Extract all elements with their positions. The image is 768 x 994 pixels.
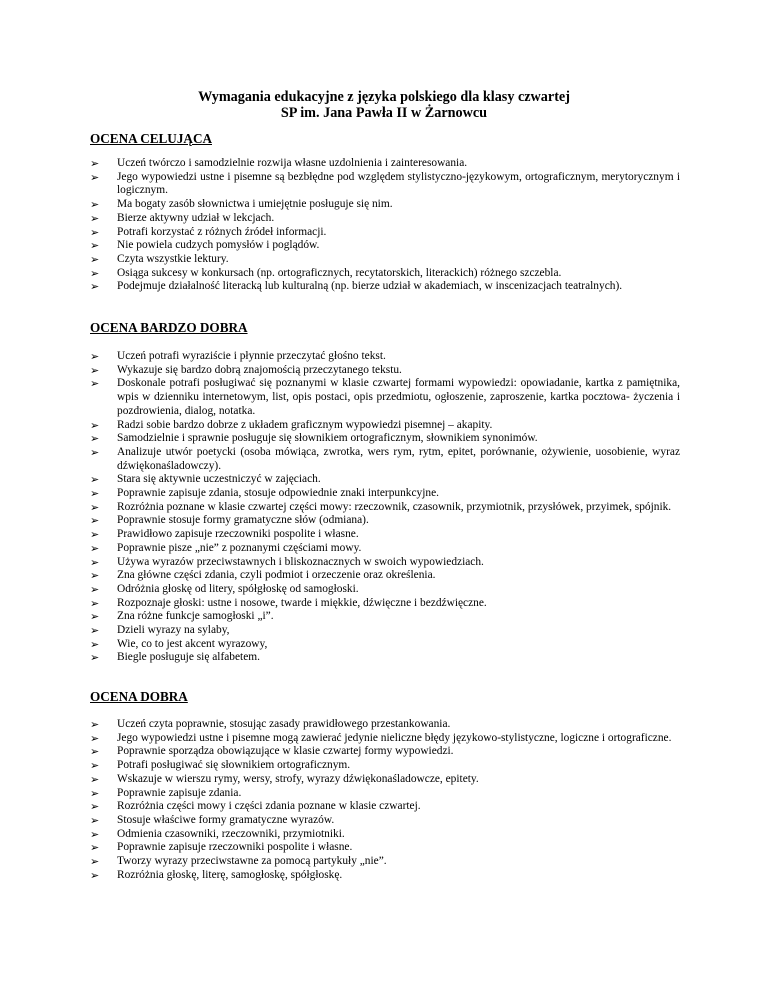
section-list-bardzo-dobra — [90, 350, 680, 665]
arrowhead-bullet-icon: ➢ — [90, 745, 100, 759]
list-item — [90, 226, 680, 240]
arrowhead-bullet-icon: ➢ — [90, 827, 100, 841]
arrowhead-bullet-icon: ➢ — [90, 868, 100, 882]
list-item-text: Poprawnie sporządza obowiązujące w klasie czwartej formy wypowiedzi. — [117, 745, 454, 758]
list-item — [90, 610, 680, 624]
list-item-text: Samodzielnie i sprawnie posługuje się słownikiem ortograficznym, słownikiem synonimów. — [117, 432, 538, 445]
arrowhead-bullet-icon: ➢ — [90, 473, 100, 487]
list-item-text: Poprawnie stosuje formy gramatyczne słów (odmiana). — [117, 514, 369, 527]
list-item-text: Rozróżnia poznane w klasie czwartej części mowy: rzeczownik, czasownik, przymiotnik, przysłówek, przyimek, spójnik. — [117, 500, 672, 513]
list-item — [90, 514, 680, 528]
list-item-text: Odmienia czasowniki, rzeczowniki, przymiotniki. — [117, 827, 345, 840]
arrowhead-bullet-icon: ➢ — [90, 596, 100, 610]
list-item — [90, 419, 680, 433]
arrowhead-bullet-icon: ➢ — [90, 772, 100, 786]
arrowhead-bullet-icon: ➢ — [90, 377, 100, 391]
list-item — [90, 745, 680, 759]
arrowhead-bullet-icon: ➢ — [90, 841, 100, 855]
list-item — [90, 732, 680, 746]
list-item — [90, 432, 680, 446]
list-item — [90, 718, 680, 732]
arrowhead-bullet-icon: ➢ — [90, 350, 100, 363]
arrowhead-bullet-icon: ➢ — [90, 225, 100, 239]
list-item-text: Wskazuje w wierszu rymy, wersy, strofy, wyrazy dźwiękonaśladowcze, epitety. — [117, 772, 479, 785]
list-item-text: Poprawnie zapisuje zdania, stosuje odpowiednie znaki interpunkcyjne. — [117, 487, 440, 500]
list-item-text: Wie, co to jest akcent wyrazowy, — [117, 637, 268, 650]
list-item — [90, 377, 680, 418]
arrowhead-bullet-icon: ➢ — [90, 637, 100, 651]
section-list-dobra — [90, 718, 680, 882]
list-item-text: Poprawnie pisze „nie” z poznanymi częściami mowy. — [117, 541, 362, 554]
arrowhead-bullet-icon: ➢ — [90, 445, 100, 459]
list-item — [90, 841, 680, 855]
arrowhead-bullet-icon: ➢ — [90, 170, 100, 184]
arrowhead-bullet-icon: ➢ — [90, 582, 100, 596]
arrowhead-bullet-icon: ➢ — [90, 786, 100, 800]
list-item — [90, 528, 680, 542]
list-item — [90, 773, 680, 787]
list-item — [90, 198, 680, 212]
list-item-text: Uczeń czyta poprawnie, stosując zasady prawidłowego przestankowania. — [117, 718, 451, 730]
list-item — [90, 446, 680, 473]
list-item — [90, 828, 680, 842]
list-item — [90, 253, 680, 267]
arrowhead-bullet-icon: ➢ — [90, 610, 100, 624]
list-item-text: Stara się aktywnie uczestniczyć w zajęciach. — [117, 473, 321, 486]
list-item-text: Podejmuje działalność literacką lub kulturalną (np. bierze udział w akademiach, w inscenizacjach teatralnych). — [117, 280, 623, 293]
section-heading-dobra: OCENA DOBRA — [90, 689, 188, 704]
list-item — [90, 800, 680, 814]
section-list-celujaca — [90, 157, 680, 294]
arrowhead-bullet-icon: ➢ — [90, 280, 100, 294]
list-item — [90, 157, 680, 171]
arrowhead-bullet-icon: ➢ — [90, 569, 100, 583]
list-item — [90, 814, 680, 828]
arrowhead-bullet-icon: ➢ — [90, 363, 100, 377]
list-item-text: Radzi sobie bardzo dobrze z układem graficznym wypowiedzi pisemnej – akapity. — [117, 418, 493, 431]
list-item — [90, 638, 680, 652]
list-item — [90, 869, 680, 883]
list-item-text: Jego wypowiedzi ustne i pisemne mogą zawierać jedynie nieliczne błędy językowo-stylistyczne, logiczne i ortograficzne. — [117, 731, 672, 744]
list-item-text: Biegle posługuje się alfabetem. — [117, 651, 260, 664]
arrowhead-bullet-icon: ➢ — [90, 651, 100, 665]
list-item — [90, 542, 680, 556]
arrowhead-bullet-icon: ➢ — [90, 239, 100, 253]
list-item — [90, 171, 680, 198]
list-item — [90, 759, 680, 773]
list-item — [90, 556, 680, 570]
arrowhead-bullet-icon: ➢ — [90, 555, 100, 569]
arrowhead-bullet-icon: ➢ — [90, 487, 100, 501]
list-item — [90, 597, 680, 611]
list-item-text: Uczeń twórczo i samodzielnie rozwija własne uzdolnienia i zainteresowania. — [117, 157, 468, 169]
list-item — [90, 280, 680, 294]
list-item-text: Zna główne części zdania, czyli podmiot i orzeczenie oraz określenia. — [117, 569, 436, 582]
arrowhead-bullet-icon: ➢ — [90, 624, 100, 638]
list-item-text: Nie powiela cudzych pomysłów i poglądów. — [117, 239, 320, 252]
list-item — [90, 487, 680, 501]
list-item-text: Wykazuje się bardzo dobrą znajomością przeczytanego tekstu. — [117, 363, 402, 376]
list-item-text: Poprawnie zapisuje rzeczowniki pospolite i własne. — [117, 841, 353, 854]
list-item — [90, 364, 680, 378]
document-title-line-2: SP im. Jana Pawła II w Żarnowcu — [280, 105, 488, 121]
list-item — [90, 583, 680, 597]
arrowhead-bullet-icon: ➢ — [90, 718, 100, 731]
list-item-text: Używa wyrazów przeciwstawnych i bliskoznacznych w swoich wypowiedziach. — [117, 555, 484, 568]
list-item-text: Zna różne funkcje samogłoski „i”. — [117, 610, 274, 623]
list-item — [90, 787, 680, 801]
list-item-text: Analizuje utwór poetycki (osoba mówiąca, zwrotka, wers rym, rytm, epitet, porównanie, ożywienie, uosobienie, wyraz dźwiękonaśladowczy). — [117, 445, 680, 472]
list-item-text: Poprawnie zapisuje zdania. — [117, 786, 242, 799]
document-title-line-1: Wymagania edukacyjne z języka polskiego dla klasy czwartej — [198, 89, 570, 105]
arrowhead-bullet-icon: ➢ — [90, 500, 100, 514]
list-item-text: Tworzy wyrazy przeciwstawne za pomocą partykuły „nie”. — [117, 855, 387, 868]
arrowhead-bullet-icon: ➢ — [90, 252, 100, 266]
list-item — [90, 350, 680, 364]
list-item-text: Rozróżnia głoskę, literę, samogłoskę, spółgłoskę. — [117, 868, 343, 881]
list-item-text: Stosuje właściwe formy gramatyczne wyrazów. — [117, 813, 335, 826]
section-heading-bardzo-dobra: OCENA BARDZO DOBRA — [90, 320, 248, 335]
section-heading-celujaca: OCENA CELUJĄCA — [90, 131, 212, 146]
arrowhead-bullet-icon: ➢ — [90, 759, 100, 773]
arrowhead-bullet-icon: ➢ — [90, 813, 100, 827]
list-item-text: Rozróżnia części mowy i części zdania poznane w klasie czwartej. — [117, 800, 421, 813]
list-item — [90, 651, 680, 665]
list-item — [90, 473, 680, 487]
list-item — [90, 267, 680, 281]
list-item-text: Czyta wszystkie lektury. — [117, 252, 229, 265]
list-item — [90, 501, 680, 515]
arrowhead-bullet-icon: ➢ — [90, 418, 100, 432]
arrowhead-bullet-icon: ➢ — [90, 211, 100, 225]
list-item-text: Doskonale potrafi posługiwać się poznanymi w klasie czwartej formami wypowiedzi: opowiadanie, kartka z pamiętnika, wpis w dzienniku internetowym, list, opis postaci, opis przedmiotu, ogłoszenie, zaproszenie, kartka pocztowa- życzenia i pozdrowienia, dialog, notatka. — [117, 377, 680, 417]
arrowhead-bullet-icon: ➢ — [90, 198, 100, 212]
arrowhead-bullet-icon: ➢ — [90, 541, 100, 555]
arrowhead-bullet-icon: ➢ — [90, 528, 100, 542]
list-item-text: Potrafi korzystać z różnych źródeł informacji. — [117, 225, 327, 238]
list-item-text: Bierze aktywny udział w lekcjach. — [117, 211, 275, 224]
list-item — [90, 212, 680, 226]
list-item-text: Uczeń potrafi wyraziście i płynnie przeczytać głośno tekst. — [117, 350, 386, 362]
list-item-text: Prawidłowo zapisuje rzeczowniki pospolite i własne. — [117, 528, 359, 541]
arrowhead-bullet-icon: ➢ — [90, 800, 100, 814]
list-item-text: Odróżnia głoskę od litery, spółgłoskę od samogłoski. — [117, 582, 359, 595]
list-item — [90, 239, 680, 253]
list-item — [90, 855, 680, 869]
list-item-text: Rozpoznaje głoski: ustne i nosowe, twarde i miękkie, dźwięczne i bezdźwięczne. — [117, 596, 487, 609]
arrowhead-bullet-icon: ➢ — [90, 432, 100, 446]
list-item-text: Ma bogaty zasób słownictwa i umiejętnie posługuje się nim. — [117, 198, 393, 211]
list-item-text: Osiąga sukcesy w konkursach (np. ortograficznych, recytatorskich, literackich) różnego szczebla. — [117, 266, 562, 279]
list-item-text: Jego wypowiedzi ustne i pisemne są bezbłędne pod względem stylistyczno-językowym, ortograficznym, merytorycznym i logicznym. — [117, 170, 680, 197]
list-item — [90, 624, 680, 638]
arrowhead-bullet-icon: ➢ — [90, 731, 100, 745]
list-item-text: Potrafi posługiwać się słownikiem ortograficznym. — [117, 759, 351, 772]
list-item — [90, 569, 680, 583]
arrowhead-bullet-icon: ➢ — [90, 266, 100, 280]
arrowhead-bullet-icon: ➢ — [90, 514, 100, 528]
list-item-text: Dzieli wyrazy na sylaby, — [117, 624, 230, 637]
arrowhead-bullet-icon: ➢ — [90, 157, 100, 170]
arrowhead-bullet-icon: ➢ — [90, 855, 100, 869]
